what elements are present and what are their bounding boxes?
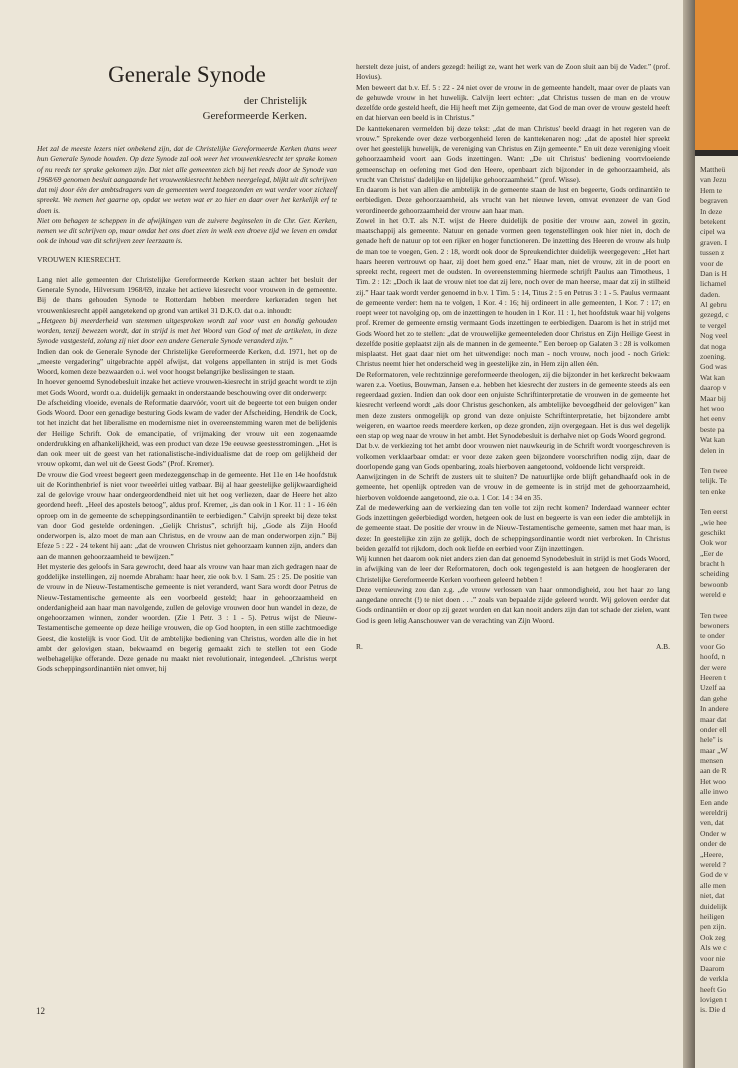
next-page-line: God was	[700, 362, 727, 372]
body-paragraph: De vrouw die God vreest begeert geen medezeggenschap in de gemeente. Het 11e en 14e hoofdstuk uit de Korinthenbrief is niet voor tweeërlei uitleg vatbaar. Bij al haar geestelijke gelijkwaardigheid zal de gelovige vrouw haar ondergeordendheid niet uit het oog verliezen, daar de Heere het alzo geordend heeft. „Heel des apostels betoog”, aldus prof. Kremer, „is dan ook in 1 Kor. 11 : 1 - 16 één oproep om in de gemeente de scheppingsordinantiën te eerbiedigen.” Calvijn spreekt bij deze tekst van door God gestelde ordeningen. „Gelijk Christus”, schrijft hij, „Gode als Zijn Hoofd onderworpen is, alzo moet de man aan Christus, en de vrouw aan de man onderworpen zijn.” Bij Efeze 5 : 22 - 24 tekent hij aan: „dat de vrouwen Christus niet gehoorzaam kunnen zijn, anders dan aan de mannen gehoorzaamheid te bewijzen.”	[37, 469, 337, 561]
next-page-line: onder ell	[700, 724, 727, 734]
next-page-line: Hem te	[700, 185, 723, 195]
next-page-line: tussen z	[700, 248, 725, 258]
body-paragraph: herstelt deze juist, of anders gezegd: heiligt ze, want het werk van de Zoon sluit aan bij de Vader.” (prof. Hovius).	[356, 62, 670, 82]
next-page-line: voor nie	[700, 953, 726, 963]
intro-paragraph: Het zal de meeste lezers niet onbekend zijn, dat de Christelijke Gereformeerde Kerken thans weer hun Generale Synode houden. Op deze Synode zal ook weer het vrouwenkiesrecht ter sprake komen of nu reeds ter sprake gekomen zijn. Dat niet alle gemeenten zich bij het reeds door de Synode van 1968/69 genomen besluit aangaande het vrouwenkiesrecht hebben neergelegd, blijkt uit dit schrijven dat mij door één der ambtsdragers van de gemeenten werd toegezonden en wat verder voor zichzelf spreekt. We nemen het gaarne op, opdat we weten wat er zo hier en daar over het kerkelijk erf te doen is.	[37, 144, 337, 215]
next-page-line: der were	[700, 662, 727, 672]
next-page-line: Ten eerst	[700, 507, 728, 517]
next-page-line: wereld ?	[700, 860, 726, 869]
next-page-line: bewoners	[700, 621, 730, 631]
section-heading: VROUWEN KIESRECHT.	[37, 254, 121, 264]
next-page-line: heeft Go	[700, 984, 727, 994]
body-paragraph: De afscheiding vloeide, evenals de Reformatie daarvóór, voort uit de begeerte tot een buigen onder Gods Woord. Door een genadige besturing Gods kwam de vader der Afscheiding, Hendrik de Cock, tot het inzicht dat het liberalisme en modernisme niet in overeenstemming waren met de belijdenis der Heilige Schrift. Ook de emancipatie, of vrijmaking der vrouw uit een zogenaamde onderdrukking en afhankelijkheid, was een product van deze 19e eeuwse geestesstromingen. „Het is dan ook meer uit de geest van het rationalistische-individualisme dat de roep om gelijkheid der vrouw opkomt, dan wel uit de Geest Gods” (Prof. Kremer).	[37, 397, 337, 469]
body-paragraph: De Reformatoren, vele rechtzinnige gereformeerde theologen, zij die bijzonder in het kerkrecht bekwaam waren z.a. Voetius, Bouwman, Jansen e.a. hebben het kiesrecht der zusters in de gemeente steeds als een regeerdaad gezien. Indien dan ook door een onjuiste Schriftinterpretatie de vrouwen in de gemeente het kiesrecht verleend wordt „als door Christus geschonken, als ambtelijke bevoegdheid der gelovigen” kan men deze zusters onmogelijk op grond van deze onjuiste Schriftinterpretatie, het bijzondere ambt weigeren, en waartoe reeds meerdere kerken, op deze gronden, zijn overgegaan. Het is dus wel degelijk een stap op weg naar de vrouw in het ambt. Het Synodebesluit is derhalve niet op Gods Woord gegrond.	[356, 369, 670, 440]
body-paragraph: Indien dan ook de Generale Synode der Christelijke Gereformeerde Kerken, d.d. 1971, het op de „meeste vergadering” uitgebrachte appèl afwijst, dat volgens appellanten in strijd is met Gods Woord, komen deze bezwaarden o.i. wel voor hoogst belangrijke beslissingen te staan.	[37, 346, 337, 376]
editorial-intro	[37, 144, 337, 247]
body-paragraph: Men beweert dat b.v. Ef. 5 : 22 - 24 niet over de vrouw in de gemeente handelt, maar over de plaats van de gehuwde vrouw in het huwelijk. Calvijn leert echter: „dat Christus tussen de man en de vrouw dezelfde orde gesteld heeft, die Hij heeft met Zijn gemeente, dat God de man over de vrouw gesteld heeft en dat hiervan een beeld is in Christus.”	[356, 82, 670, 123]
next-page-line: ten enke	[700, 486, 726, 496]
next-page-line: Ten twee	[700, 465, 728, 475]
next-page-line: Wat kan	[700, 435, 725, 445]
next-page-line: hele" is	[700, 735, 723, 745]
next-page-rule	[695, 150, 738, 156]
body-paragraph: Lang niet alle gemeenten der Christelijke Gereformeerde Kerken staan achter het besluit der Generale Synode, Hilversum 1968/69, inzake het actieve kiesrecht voor vrouwen in de gemeente. Bij de thans gehouden Synode te Rotterdam hebben meerdere kerkeraden tegen het vrouwenkiesrecht appèl aangetekend op grond van artikel 31 D.K.O. dat o.a. inhoudt:	[37, 274, 337, 315]
next-page-line: maar dat	[700, 714, 727, 724]
body-paragraph: Dat b.v. de verkiezing tot het ambt door vrouwen niet nauwkeurig in de Schrift wordt voorgeschreven is volkomen verklaarbaar omdat: er voor deze zaken geen bijzondere voorschriften nodig zijn, daar de doorlopende gang van Gods openbaring, zoals hierboven aangetoond, voldoende licht verspreidt.	[356, 441, 670, 471]
body-paragraph: Deze vernieuwing zou dan z.g. „de vrouw verlossen van haar onmondigheid, zou het haar zo lang aangedane onrecht (!) te niet doen . . .” zoals van bepaalde zijde geleerd wordt. Wij geloven eerder dat Gods ordinantiën er door op zij gezet worden en dat kan nooit anders zijn dan tot schade der zielen, want God is geen lelig Aanschouwer van de verachting van Zijn Woord.	[356, 584, 670, 625]
next-page-line	[700, 497, 738, 507]
next-page-line: Een ande	[700, 797, 729, 807]
next-page-line: Ten twee	[700, 610, 728, 620]
next-page-line	[700, 601, 738, 611]
next-page-line: Wat kan	[700, 372, 725, 382]
next-page-line: voor Go	[700, 641, 726, 651]
next-page-line: wereld e	[700, 590, 726, 600]
body-paragraph: De kanttekenaren vermelden bij deze tekst: „dat de man Christus' beeld draagt in het regeren van de vrouw.” Sprekende over deze verborgenheid leren de kanttekenaren nog: „dat de apostel hier spreekt over het geestelijk huwelijk, de vereniging van Christus en Zijn gemeente.” En uit deze vereniging vloeit gehoorzaamheid voort aan Gods inzettingen. Want: „De uit Christus' bediening voortvloeiende gemeenschap en oefening met God den Heere, openbaart zich bijzonder in de gehoorzaamheid, als vrucht van Christus' dadelijke en lijdelijke gehoorzaamheid.” (prof. Wisse).	[356, 123, 670, 184]
next-page-line: het eenv	[700, 414, 726, 424]
next-page-line: Het woo	[700, 776, 726, 786]
next-page-line: telijk. Te	[700, 476, 727, 486]
body-paragraph: Zowel in het O.T. als N.T. wijst de Heere duidelijk de positie der vrouw aan, zowel in gezin, maatschappij als gemeente. Natuur en genade vormen geen tegenstellingen ook hier niet in, doch de genade heft de natuur op tot een rijker en hoger functioneren. De inzetting des Heeren de vrouw als hulp de man toe te voegen, Gen. 2 : 18, wordt ook door de Spreukendichter duidelijk weergegeven: „Het hart haars heeren vertrouwt op haar, zij doet hem goed enz.” Haar man, niet de vrouw, zit in de poort en spreekt recht, regeert met de oudsten. In overeenstemming hiermede schrijft Paulus aan Timotheus, 1 Tim. 2 : 12: „Doch ik laat de vrouw niet toe dat zij lere, noch over de man heerse, maar dat zij in stilheid zij.” Haar taak wordt verder genoemd in b.v. 1 Tim. 5 : 14, Titus 2 : 5 en Petrus 3 : 1 - 5. Paulus vermaant de gemeente verder: hem na te volgen, 1 Kor. 4 : 16; hij ordineert in alle gemeenten, 1 Kor. 7 : 17; en roept weer tot navolging op, om de inzettingen te houden in 1 Kor. 11 : 1, het hoofdstuk waar hij volgens prof. Kremer de gemeente ernstig vermaant Gods inzettingen te eerbiedigen. Daarom is het in strijd met Gods Woord het zo te stellen: „dat de vrouwelijke gemeenteleden door Christus en Zijn Heilige Geest in dezelfde positie geplaatst zijn als de mannen in de gemeente.” Een beroep op Galaten 3 : 28 is volkomen misplaatst. Het gaat daar niet om het uitwendige: noch man - noch vrouw, noch jood - noch Griek: Christus neemt hier het onderscheid weg in geestelijke zin, in Hem zijn allen één.	[356, 215, 670, 369]
article-subtitle	[37, 94, 307, 124]
body-paragraph: En daarom is het van allen die ambtelijk in de gemeente staan de lust en begeerte, Gods ordinantiën te eerbiedigen. Deze gehoorzaamheid, als vrucht van het nieuwe leven, omvat evenzeer de van God verordineerde gehoorzaamheid der vrouw aan haar man.	[356, 185, 670, 215]
body-paragraph: Zal de medewerking aan de verkiezing dan ten volle tot zijn recht komen? Inderdaad wanneer echter Gods inzettingen geëerbiedigd worden, hetgeen ook de lust en begeerte is van een ieder die ambtelijk in de gemeente staat. De positie der vrouw in de Nieuw-Testamentische gemeente, samen met haar man, is deze: In geestelijke zin zijn ze gelijk, doch de scheppingsordinantie wordt niet verbroken. In Christus beiden gezalfd tot rijkdom, doch ook liefde en eerbied voor Zijn inzettingen.	[356, 502, 670, 553]
next-page-line: geschikt	[700, 527, 726, 537]
next-page-line: te vergel	[700, 320, 727, 330]
next-page-line: niet, dat	[700, 891, 725, 901]
next-page-line: In deze	[700, 206, 723, 216]
next-page-line	[700, 456, 738, 466]
next-page-line: beste pa	[700, 424, 725, 434]
next-page-line: lovigen t	[700, 995, 727, 1005]
next-page-line: begraven	[700, 196, 728, 206]
next-page-line: Als we c	[700, 943, 727, 953]
signature-line	[356, 642, 670, 652]
left-column	[37, 62, 337, 675]
next-page-line: cipel wa	[700, 227, 726, 237]
subtitle-line-1: der Christelijk	[243, 95, 307, 107]
right-column	[356, 62, 670, 652]
next-page-line: Nog veel	[700, 331, 728, 341]
body-paragraph: Het mysterie des geloofs in Sara gewrocht, deed haar als vrouw van haar man zich gedragen naar de goddelijke instellingen, zij noemde Abraham: haar heer, zie ook b.v. 1 Sam. 25 : 25. De positie van de vrouw in de Nieuw-Testamentische gemeente is niet veranderd, want Sara wordt door Petrus de Nieuw-Testamentische gemeente als een voorbeeld gesteld; haar in gehoorzaamheid en onderdanigheid aan haar man navolgende, zullen de gelovige vrouwen door hun wandel in deze, de ongehoorzamen winnen, zonder woorden. (Zie 1 Petr. 3 : 1 - 5). Petrus wijst de Nieuw-Testamentische gemeente op deze heilige vrouwen, die op God hoopten, in een stille zachtmoedige Geest, die kostelijk is voor God. Uit de ambtelijke bediening van Christus, worden alle die in het ambt der gelovigen staan, bekwaamd en begerig gemaakt zich te stellen tot een Gode welbehagelijke offerande. Deze genade nu maakt niet revolutionair, integendeel. „Christus werpt Gods scheppingsordinantiën niet omver, hij	[37, 561, 337, 674]
page-number: 12	[36, 1006, 45, 1016]
next-page-line: aan de R	[700, 766, 727, 776]
signature-left: R.	[356, 641, 363, 651]
next-page-line: maar „W	[700, 745, 728, 755]
next-page-line: wereldrij	[700, 808, 728, 818]
next-page-line: daarop v	[700, 383, 727, 393]
next-page-line: Maar bij	[700, 393, 726, 403]
next-page-line: hoofd, n	[700, 652, 726, 662]
next-page-line: dat noga	[700, 341, 726, 351]
next-page-line: In andere	[700, 704, 729, 714]
next-page-line: lichamel	[700, 279, 727, 289]
next-page-line: ven, dat	[700, 818, 725, 828]
next-page-line: Mattheü	[700, 165, 726, 174]
next-page-line: zoening.	[700, 352, 726, 362]
next-page-line: onder de	[700, 839, 727, 849]
next-page-line: te onder	[700, 631, 725, 641]
next-page-line: alle men	[700, 880, 726, 890]
block-quote: „Hetgeen bij meerderheid van stemmen uitgesproken wordt zal voor vast en bondig gehouden worden, tenzij bewezen wordt, dat in strijd is met het Woord van God of met de artikelen, in deze Synode vastgesteld, zolang zij niet door een andere Generale Synode veranderd zijn.”	[37, 315, 337, 346]
signature-right: A.B.	[655, 641, 670, 651]
next-page-line: delen in	[700, 445, 725, 455]
article-title: Generale Synode	[108, 62, 266, 87]
next-page-line: Daarom	[700, 963, 725, 973]
next-page-text	[700, 165, 738, 1016]
next-page-line: van Jezu	[700, 175, 727, 185]
next-page-line: gezegd, c	[700, 310, 729, 320]
body-paragraph: In hoever genoemd Synodebesluit inzake het actieve vrouwen-kiesrecht in strijd geacht wordt te zijn met Gods Woord, wordt o.a. duidelijk gemaakt in onderstaande beschouwing over dit onderwerp:	[37, 377, 337, 397]
next-page-line: God de v	[700, 870, 728, 880]
next-page-line: is. Die d	[700, 1005, 726, 1015]
next-page-line: bewoonb	[700, 579, 728, 589]
next-page-line: graven. I	[700, 237, 727, 247]
next-page-line: de verkla	[700, 974, 729, 984]
subtitle-line-2: Gereformeerde Kerken.	[202, 110, 307, 122]
next-page-header-block	[695, 0, 738, 150]
next-page-line: bracht h	[700, 559, 725, 569]
next-page-line: „Eer de	[700, 548, 723, 558]
next-page-line: dan gehe	[700, 693, 728, 703]
next-page-line: alle inwo	[700, 787, 729, 797]
next-page-line: Ook zeg	[700, 932, 726, 942]
next-page-line: voor de	[700, 258, 723, 268]
next-page-line: heiligen	[700, 911, 725, 921]
next-page-line: duidelijk	[700, 901, 727, 911]
next-page-line: Heeren t	[700, 672, 726, 682]
next-page-line: mensen	[700, 756, 724, 766]
next-page-line: „Heere,	[700, 849, 724, 859]
next-page-line: scheiding	[700, 569, 730, 579]
next-page-line: Dan is H	[700, 268, 727, 278]
next-page-line: het woo	[700, 403, 725, 413]
next-page-line: daden.	[700, 289, 721, 299]
next-page-line: betekent	[700, 216, 726, 226]
next-page-line: Al gebru	[700, 300, 727, 310]
intro-paragraph: Niet om behagen te scheppen in de afwijkingen van de zuivere beginselen in de Chr. Ger. Kerken, nemen we dit schrijven op, maar omdat het ons doet zien in welk een droeve tijd we leven en omdat ook de inhoud van dit schrijven zeer leerzaam is.	[37, 215, 337, 246]
next-page-line: „wie hee	[700, 517, 727, 527]
next-page-line: Ook wor	[700, 538, 727, 548]
next-page-line: Uzelf aa	[700, 683, 726, 693]
book-gutter	[683, 0, 695, 1068]
body-paragraph: Wij kunnen het daarom ook niet anders zien dan dat genoemd Synodebesluit in strijd is met Gods Woord, in afwijking van de leer der Reformatoren, doch ook tegengesteld is aan hetgeen de hoogleraren der Christelijke Gereformeerde Kerken voorheen geleerd hebben !	[356, 554, 670, 584]
next-page-line: Onder w	[700, 828, 727, 838]
next-page-line: pen zijn.	[700, 922, 727, 932]
body-paragraph: Aanwijzingen in de Schrift de zusters uit te sluiten? De natuurlijke orde blijft gehandhaafd ook in de gemeente, het openlijk optreden van de vrouw in de gemeente is in strijd met de gehoorzaamheid, hierboven voldoende aangetoond, zie o.a. 1 Cor. 14 : 34 en 35.	[356, 472, 670, 502]
